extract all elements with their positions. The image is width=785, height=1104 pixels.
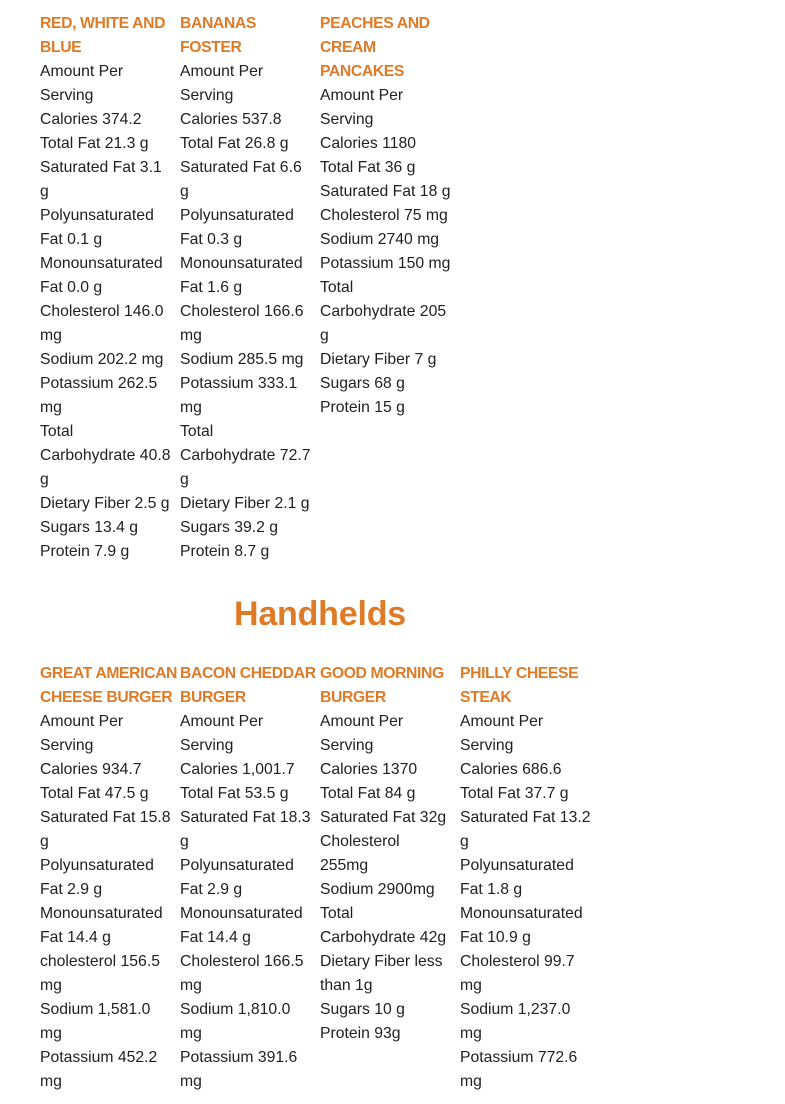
nutrition-fact: Total Carbohydrate 205 g	[320, 279, 447, 344]
item-title: PEACHES AND CREAM PANCAKES	[320, 15, 430, 80]
nutrition-fact: Saturated Fat 18 g	[320, 183, 451, 200]
nutrition-fact: Polyunsaturated Fat 0.1 g	[40, 207, 154, 248]
item-title: GOOD MORNING BURGER	[320, 665, 444, 706]
nutrition-fact: Amount Per Serving	[180, 713, 264, 754]
nutrition-fact: Sugars 10 g	[320, 1001, 405, 1018]
nutrition-item	[180, 12, 320, 564]
menu-section	[40, 594, 785, 1094]
nutrition-fact: Cholesterol 166.6 mg	[180, 303, 304, 344]
nutrition-fact: Dietary Fiber 2.1 g	[180, 495, 310, 512]
nutrition-fact: Potassium 772.6 mg	[460, 1049, 578, 1090]
nutrition-fact: Polyunsaturated Fat 2.9 g	[180, 857, 294, 898]
nutrition-fact: Saturated Fat 18.3 g	[180, 809, 311, 850]
nutrition-fact: Sodium 1,581.0 mg	[40, 1001, 151, 1042]
nutrition-fact: Total Carbohydrate 40.8 g	[40, 423, 171, 488]
nutrition-fact: Saturated Fat 15.8 g	[40, 809, 171, 850]
nutrition-fact: Monounsaturated Fat 14.4 g	[40, 905, 163, 946]
nutrition-fact: Monounsaturated Fat 1.6 g	[180, 255, 303, 296]
nutrition-fact: Saturated Fat 13.2 g	[460, 809, 591, 850]
nutrition-fact: Amount Per Serving	[180, 63, 264, 104]
nutrition-fact: Sodium 202.2 mg	[40, 351, 164, 368]
item-title: GREAT AMERICAN CHEESE BURGER	[40, 665, 178, 706]
nutrition-fact: Amount Per Serving	[40, 713, 124, 754]
nutrition-fact: Sodium 2900mg	[320, 881, 435, 898]
nutrition-fact: Monounsaturated Fat 14.4 g	[180, 905, 303, 946]
item-title: BACON CHEDDAR BURGER	[180, 665, 316, 706]
nutrition-fact: Total Fat 36 g	[320, 159, 416, 176]
nutrition-fact: Total Carbohydrate 42g	[320, 905, 447, 946]
nutrition-item	[40, 12, 180, 564]
nutrition-fact: Potassium 391.6 mg	[180, 1049, 298, 1090]
nutrition-fact: Calories 686.6	[460, 761, 562, 778]
nutrition-fact: Polyunsaturated Fat 0.3 g	[180, 207, 294, 248]
nutrition-fact: Total Fat 37.7 g	[460, 785, 569, 802]
nutrition-fact: Amount Per Serving	[320, 713, 404, 754]
nutrition-item	[460, 662, 600, 1094]
item-title: BANANAS FOSTER	[180, 15, 256, 56]
nutrition-fact: Potassium 150 mg	[320, 255, 451, 272]
nutrition-fact: Calories 1180	[320, 135, 417, 152]
nutrition-fact: Protein 7.9 g	[40, 543, 130, 560]
nutrition-fact: Sugars 13.4 g	[40, 519, 139, 536]
nutrition-fact: Total Fat 53.5 g	[180, 785, 289, 802]
nutrition-fact: Total Fat 47.5 g	[40, 785, 149, 802]
nutrition-fact: Total Carbohydrate 72.7 g	[180, 423, 311, 488]
nutrition-fact: Calories 934.7	[40, 761, 142, 778]
section-heading: Handhelds	[233, 595, 406, 633]
nutrition-fact: Sugars 68 g	[320, 375, 405, 392]
nutrition-fact: Polyunsaturated Fat 2.9 g	[40, 857, 154, 898]
nutrition-fact: Cholesterol 99.7 mg	[460, 953, 575, 994]
nutrition-fact: Sodium 1,237.0 mg	[460, 1001, 571, 1042]
nutrition-fact: Amount Per Serving	[320, 87, 404, 128]
nutrition-fact: Total Fat 26.8 g	[180, 135, 289, 152]
nutrition-fact: Potassium 333.1 mg	[180, 375, 298, 416]
nutrition-fact: Polyunsaturated Fat 1.8 g	[460, 857, 574, 898]
nutrition-fact: Dietary Fiber less than 1g	[320, 953, 443, 994]
nutrition-fact: cholesterol 156.5 mg	[40, 953, 160, 994]
nutrition-fact: Amount Per Serving	[460, 713, 544, 754]
nutrition-item	[320, 662, 460, 1046]
nutrition-fact: Monounsaturated Fat 0.0 g	[40, 255, 163, 296]
nutrition-fact: Saturated Fat 32g	[320, 809, 447, 826]
nutrition-fact: Saturated Fat 6.6 g	[180, 159, 302, 200]
nutrition-items-grid	[40, 12, 785, 564]
nutrition-fact: Calories 537.8	[180, 111, 282, 128]
nutrition-fact: Monounsaturated Fat 10.9 g	[460, 905, 583, 946]
nutrition-fact: Protein 8.7 g	[180, 543, 270, 560]
nutrition-fact: Calories 1370	[320, 761, 418, 778]
nutrition-fact: Cholesterol 146.0 mg	[40, 303, 164, 344]
nutrition-fact: Potassium 262.5 mg	[40, 375, 158, 416]
nutrition-fact: Sugars 39.2 g	[180, 519, 279, 536]
nutrition-fact: Cholesterol 166.5 mg	[180, 953, 304, 994]
item-title: PHILLY CHEESE STEAK	[460, 665, 579, 706]
nutrition-item	[40, 662, 180, 1094]
nutrition-fact: Protein 15 g	[320, 399, 405, 416]
nutrition-fact: Protein 93g	[320, 1025, 401, 1042]
nutrition-fact: Saturated Fat 3.1 g	[40, 159, 162, 200]
nutrition-items-grid	[40, 662, 785, 1094]
nutrition-item	[320, 12, 460, 420]
menu-section	[40, 12, 785, 564]
nutrition-fact: Sodium 285.5 mg	[180, 351, 304, 368]
nutrition-fact: Calories 374.2	[40, 111, 142, 128]
nutrition-fact: Cholesterol 75 mg	[320, 207, 448, 224]
nutrition-fact: Amount Per Serving	[40, 63, 124, 104]
nutrition-fact: Total Fat 21.3 g	[40, 135, 149, 152]
nutrition-fact: Dietary Fiber 2.5 g	[40, 495, 170, 512]
nutrition-fact: Sodium 1,810.0 mg	[180, 1001, 291, 1042]
nutrition-fact: Sodium 2740 mg	[320, 231, 440, 248]
nutrition-item	[180, 662, 320, 1094]
nutrition-fact: Cholesterol 255mg	[320, 833, 400, 874]
nutrition-fact: Potassium 452.2 mg	[40, 1049, 158, 1090]
nutrition-fact: Total Fat 84 g	[320, 785, 416, 802]
nutrition-fact: Dietary Fiber 7 g	[320, 351, 437, 368]
nutrition-fact: Calories 1,001.7	[180, 761, 295, 778]
item-title: RED, WHITE AND BLUE	[40, 15, 166, 56]
